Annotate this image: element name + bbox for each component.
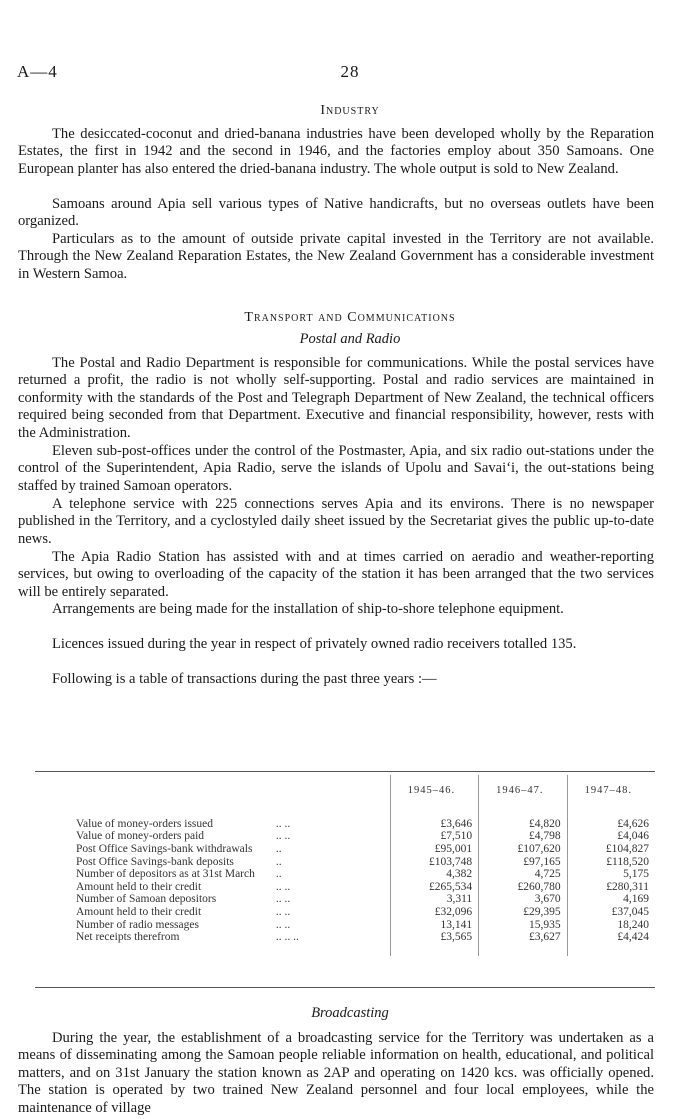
cell-value: £32,096 [390, 906, 478, 919]
column-header: 1947–48. [567, 775, 655, 805]
leader-dots: .. .. [275, 893, 291, 906]
leader-dots: .. .. .. [275, 931, 299, 944]
leader-dots: .. [275, 855, 282, 868]
leader-dots: .. .. [275, 906, 291, 919]
transport-paragraph-2: Eleven sub-post-offices under the control of the Postmaster, Apia, and six radio out-stations under the control of the Superintendent, Apia Radio, serve the islands of Upolu and Savai‘i, the out-stations being staffed by trained Samoan operators. [18, 443, 654, 494]
table-top-rule [35, 771, 655, 772]
column-header: 1946–47. [479, 775, 567, 805]
broadcasting-subheading: Broadcasting [311, 1005, 389, 1021]
industry-paragraph-3: Particulars as to the amount of outside private capital invested in the Territory are not available. Through the New Zealand Reparation Estates, the New Zealand Government has a considerable investment in Western Samoa. [18, 231, 654, 282]
cell-value: £37,045 [567, 906, 655, 919]
row-label: Net receipts therefrom [76, 931, 180, 944]
industry-paragraph-2: Samoans around Apia sell various types of Native handicrafts, but no overseas outlets have been organized. [18, 196, 654, 230]
cell-value: £280,311 [567, 881, 655, 894]
document-code: A—4 [17, 62, 58, 81]
cell-value: £7,510 [390, 830, 478, 843]
industry-paragraph-1: The desiccated-coconut and dried-banana industries have been developed wholly by the Reparation Estates, the first in 1942 and the second in 1946, and the factories employ about 350 Samoans. One European planter has also entered the dried-banana industry. The whole output is sold to New Zealand. [18, 126, 654, 177]
row-label: Value of money-orders issued [76, 817, 214, 830]
cell-value: £29,395 [479, 906, 567, 919]
leader-dots: .. .. [275, 918, 291, 931]
cell-value: £3,565 [390, 931, 478, 944]
transport-paragraph-4: The Apia Radio Station has assisted with and at times carried on aeradio and weather-reporting services, but owing to overloading of the capacity of the station it has been arranged that the two services will be entirely separated. [18, 549, 654, 600]
industry-heading: Industry [320, 103, 380, 118]
cell-value: 4,725 [479, 868, 567, 881]
table-bottom-rule [35, 987, 655, 988]
cell-value: 4,382 [390, 868, 478, 881]
cell-value: 13,141 [390, 918, 478, 931]
cell-value: 18,240 [567, 918, 655, 931]
cell-value: £4,046 [567, 830, 655, 843]
table-row [35, 818, 655, 831]
table-header-blank [35, 775, 276, 805]
leader-dots: .. .. [275, 880, 291, 893]
transport-paragraph-7: Following is a table of transactions during the past three years :— [52, 671, 437, 687]
cell-value: £4,820 [479, 818, 567, 831]
postal-radio-subheading: Postal and Radio [299, 331, 401, 347]
cell-value: 3,311 [390, 893, 478, 906]
cell-value: £4,798 [479, 830, 567, 843]
transport-heading: Transport and Communications [244, 310, 456, 325]
cell-value: £4,626 [567, 818, 655, 831]
row-label: Post Office Savings-bank deposits [76, 855, 234, 868]
cell-value: £104,827 [567, 843, 655, 856]
cell-value: 15,935 [479, 918, 567, 931]
transport-paragraph-3: A telephone service with 225 connections serves Apia and its environs. There is no newspaper published in the Territory, and a cyclostyled daily sheet issued by the Secretariat gives the public up-to-date news. [18, 496, 654, 547]
row-label: Amount held to their credit [76, 880, 202, 893]
transport-paragraph-5: Arrangements are being made for the installation of ship-to-shore telephone equipment. [52, 601, 564, 617]
cell-value: 5,175 [567, 868, 655, 881]
leader-dots: .. [275, 868, 282, 881]
cell-value: £107,620 [479, 843, 567, 856]
row-label: Number of Samoan depositors [76, 893, 217, 906]
table-row [35, 830, 655, 843]
cell-value: £97,165 [479, 855, 567, 868]
table-header-row [35, 775, 655, 805]
transactions-table [35, 775, 655, 956]
leader-dots: .. .. [275, 817, 291, 830]
table-row [35, 868, 655, 881]
leader-dots: .. .. [275, 830, 291, 843]
transport-paragraph-1: The Postal and Radio Department is responsible for communications. While the postal services have returned a profit, the radio is not wholly self-supporting. Postal and radio services are maintained in conformity with the standards of the Post and Telegraph Department of New Zealand, the technical officers required being seconded from that Department. Executive and financial responsibility, however, rests with the Administration. [18, 355, 654, 441]
column-header: 1945–46. [390, 775, 478, 805]
row-label: Number of depositors as at 31st March [76, 868, 255, 881]
table-row [35, 881, 655, 894]
table-row [35, 843, 655, 856]
cell-value: £4,424 [567, 931, 655, 944]
table-row [35, 931, 655, 944]
row-label: Post Office Savings-bank withdrawals [76, 843, 253, 856]
row-label: Number of radio messages [76, 918, 199, 931]
broadcasting-paragraph: During the year, the establishment of a broadcasting service for the Territory was undertaken as a means of disseminating among the Samoan people reliable information on health, educational, and political matters, and on 31st January the station known as 2AP and operating on 1420 kcs. was officially opened. The station is operated by two trained New Zealand personnel and four local employees, while the maintenance of village [18, 1030, 654, 1116]
leader-dots: .. [275, 843, 282, 856]
cell-value: £118,520 [567, 855, 655, 868]
table-header-blank [276, 775, 390, 805]
cell-value: £3,627 [479, 931, 567, 944]
table-row [35, 855, 655, 868]
cell-value: £3,646 [390, 818, 478, 831]
cell-value: £265,534 [390, 881, 478, 894]
table-row [35, 893, 655, 906]
cell-value: 3,670 [479, 893, 567, 906]
table-row [35, 918, 655, 931]
cell-value: £260,780 [479, 881, 567, 894]
transport-paragraph-6: Licences issued during the year in respect of privately owned radio receivers totalled 135. [52, 636, 577, 652]
page-number: 28 [340, 62, 360, 81]
cell-value: 4,169 [567, 893, 655, 906]
cell-value: £103,748 [390, 855, 478, 868]
row-label: Value of money-orders paid [76, 830, 205, 843]
cell-value: £95,001 [390, 843, 478, 856]
table-row [35, 906, 655, 919]
row-label: Amount held to their credit [76, 906, 202, 919]
